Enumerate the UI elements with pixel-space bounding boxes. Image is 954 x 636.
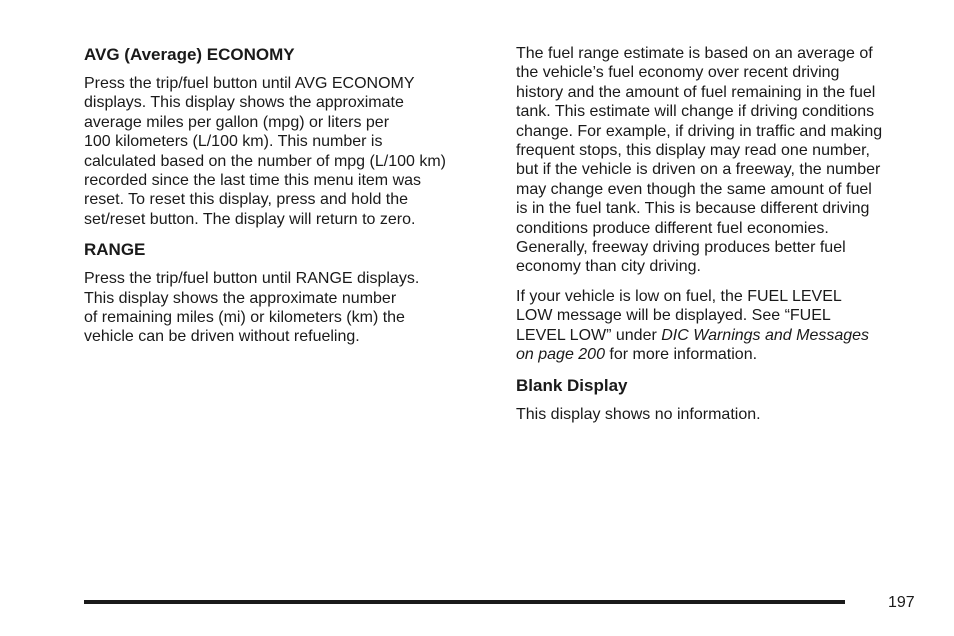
right-column [516, 44, 920, 434]
range-heading: RANGE [84, 240, 146, 260]
fuel-range-estimate-paragraph: The fuel range estimate is based on an average of the vehicle’s fuel economy over recent driving history and the amount of fuel remaining in the fuel tank. This estimate will change if driving conditions change. For example, if driving in traffic and making frequent stops, this display may read one number, but if the vehicle is driven on a freeway, the number may change even though the same amount of fuel is in the fuel tank. This is because different driving conditions produce different fuel economies. Generally, freeway driving produces better fuel economy than city driving. [516, 45, 883, 276]
avg-economy-paragraph: Press the trip/fuel button until AVG ECONOMY displays. This display shows the approximate average miles per gallon (mpg) or liters per 100 kilometers (L/100 km). This number is calculated based on the number of mpg (L/100 km) recorded since the last time this menu item was reset. To reset this display, press and hold the set/reset button. The display will return to zero. [84, 75, 446, 228]
range-paragraph: Press the trip/fuel button until RANGE displays. This display shows the approximate number of remaining miles (mi) or kilometers (km) the vehicle can be driven without refueling. [84, 270, 420, 346]
blank-display-heading: Blank Display [516, 375, 628, 395]
avg-economy-heading: AVG (Average) ECONOMY [84, 45, 295, 64]
low-fuel-text-start: If your vehicle is low on fuel, the FUEL LEVEL LOW message will be displayed. See “FUEL LEVEL LOW” under [516, 287, 842, 344]
blank-display-paragraph: This display shows no information. [516, 405, 761, 423]
low-fuel-text-end: for more information. [604, 346, 758, 364]
low-fuel-paragraph [516, 287, 920, 365]
dic-warnings-reference: DIC Warnings and Messages on page 200 [516, 326, 870, 364]
left-column [84, 44, 484, 357]
page-number: 197 [888, 594, 915, 611]
footer-rule [84, 600, 845, 604]
